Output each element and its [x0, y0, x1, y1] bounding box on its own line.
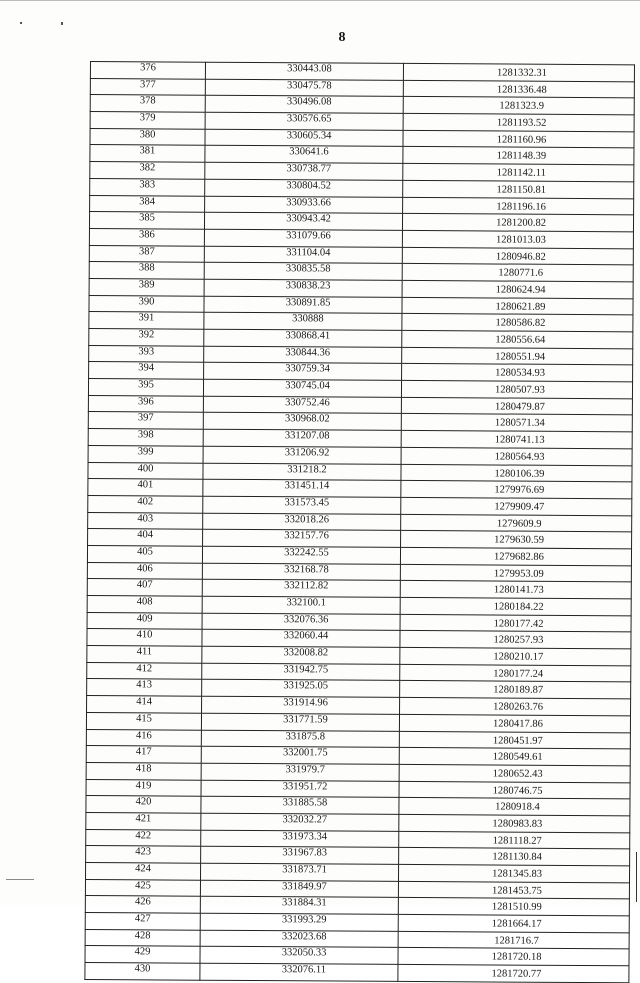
point-number-cell: 402 [88, 495, 203, 512]
y-coordinate-cell: 1280210.17 [400, 647, 631, 665]
y-coordinate-cell: 1280189.87 [400, 681, 631, 699]
point-number-cell: 414 [87, 696, 202, 713]
x-coordinate-cell: 331206.92 [203, 446, 401, 464]
point-number-cell: 415 [86, 712, 201, 729]
y-coordinate-cell: 1281013.03 [402, 230, 633, 248]
y-coordinate-cell: 1280571.34 [401, 414, 632, 432]
x-coordinate-cell: 331875.8 [201, 730, 399, 748]
x-coordinate-cell: 331942.75 [202, 663, 400, 681]
x-coordinate-cell: 330745.04 [203, 379, 401, 397]
y-coordinate-cell: 1281510.99 [398, 898, 629, 916]
x-coordinate-cell: 331885.58 [201, 796, 399, 814]
x-coordinate-cell: 331573.45 [203, 496, 401, 514]
y-coordinate-cell: 1280417.86 [399, 714, 630, 732]
point-number-cell: 392 [89, 328, 204, 345]
y-coordinate-cell: 1281148.39 [403, 147, 634, 165]
x-coordinate-cell: 331079.66 [204, 229, 402, 247]
point-number-cell: 423 [86, 846, 201, 863]
x-coordinate-cell: 330738.77 [205, 162, 403, 180]
x-coordinate-cell: 330968.02 [203, 413, 401, 431]
y-coordinate-cell: 1280551.94 [402, 347, 633, 365]
x-coordinate-cell: 330933.66 [205, 196, 403, 214]
y-coordinate-cell: 1280556.64 [402, 330, 633, 348]
y-coordinate-cell: 1281332.31 [403, 63, 634, 81]
point-number-cell: 420 [86, 796, 201, 813]
point-number-cell: 403 [88, 512, 203, 529]
y-coordinate-cell: 1280534.93 [402, 364, 633, 382]
point-number-cell: 428 [85, 929, 200, 946]
y-coordinate-cell: 1281720.18 [398, 948, 629, 966]
y-coordinate-cell: 1280257.93 [400, 631, 631, 649]
point-number-cell: 393 [89, 345, 204, 362]
x-coordinate-cell: 332112.82 [202, 580, 400, 598]
y-coordinate-cell: 1280918.4 [399, 798, 630, 816]
x-coordinate-cell: 330804.52 [205, 179, 403, 197]
x-coordinate-cell: 331925.05 [202, 680, 400, 698]
point-number-cell: 381 [90, 145, 205, 162]
y-coordinate-cell: 1279630.59 [401, 531, 632, 549]
x-coordinate-cell: 330496.08 [205, 96, 403, 114]
point-number-cell: 383 [90, 178, 205, 195]
y-coordinate-cell: 1280746.75 [399, 781, 630, 799]
y-coordinate-cell: 1280983.83 [399, 814, 630, 832]
y-coordinate-cell: 1280621.89 [402, 297, 633, 315]
y-coordinate-cell: 1280549.61 [399, 748, 630, 766]
x-coordinate-cell: 332076.36 [202, 613, 400, 631]
y-coordinate-cell: 1280106.39 [401, 464, 632, 482]
point-number-cell: 416 [86, 729, 201, 746]
x-coordinate-cell: 332032.27 [201, 813, 399, 831]
x-coordinate-cell: 330641.6 [205, 146, 403, 164]
y-coordinate-cell: 1281323.9 [403, 97, 634, 115]
y-coordinate-cell: 1279609.9 [401, 514, 632, 532]
x-coordinate-cell: 332023.68 [200, 930, 398, 948]
coordinates-table [84, 61, 635, 983]
y-coordinate-cell: 1281160.96 [403, 130, 634, 148]
x-coordinate-cell: 330752.46 [203, 396, 401, 414]
x-coordinate-cell: 331951.72 [201, 780, 399, 798]
y-coordinate-cell: 1280451.97 [399, 731, 630, 749]
point-number-cell: 427 [85, 913, 200, 930]
x-coordinate-cell: 332100.1 [202, 596, 400, 614]
y-coordinate-cell: 1281200.82 [402, 214, 633, 232]
x-coordinate-cell: 332076.11 [200, 963, 398, 981]
point-number-cell: 426 [85, 896, 200, 913]
x-coordinate-cell: 331104.04 [204, 246, 402, 264]
x-coordinate-cell: 331849.97 [200, 880, 398, 898]
point-number-cell: 429 [85, 946, 200, 963]
point-number-cell: 412 [87, 662, 202, 679]
y-coordinate-cell: 1281716.7 [398, 931, 629, 949]
point-number-cell: 378 [90, 95, 205, 112]
x-coordinate-cell: 331218.2 [203, 463, 401, 481]
page-number: 8 [338, 30, 346, 45]
y-coordinate-cell: 1280586.82 [402, 314, 633, 332]
x-coordinate-cell: 331993.29 [200, 913, 398, 931]
x-coordinate-cell: 332050.33 [200, 947, 398, 965]
point-number-cell: 417 [86, 746, 201, 763]
x-coordinate-cell: 332157.76 [203, 529, 401, 547]
point-number-cell: 409 [87, 612, 202, 629]
point-number-cell: 387 [89, 245, 204, 262]
point-number-cell: 424 [86, 862, 201, 879]
y-coordinate-cell: 1281453.75 [398, 881, 629, 899]
point-number-cell: 394 [89, 362, 204, 379]
x-coordinate-cell: 330759.34 [204, 363, 402, 381]
y-coordinate-cell: 1281150.81 [403, 180, 634, 198]
y-coordinate-cell: 1281336.48 [403, 80, 634, 98]
y-coordinate-cell: 1281142.11 [403, 164, 634, 182]
x-coordinate-cell: 331914.96 [202, 696, 400, 714]
y-coordinate-cell: 1281720.77 [398, 965, 629, 983]
point-number-cell: 396 [88, 395, 203, 412]
x-coordinate-cell: 332168.78 [202, 563, 400, 581]
y-coordinate-cell: 1280624.94 [402, 280, 633, 298]
x-coordinate-cell: 332018.26 [203, 513, 401, 531]
x-coordinate-cell: 332001.75 [201, 746, 399, 764]
x-coordinate-cell: 331967.83 [201, 847, 399, 865]
point-number-cell: 411 [87, 646, 202, 663]
x-coordinate-cell: 332060.44 [202, 630, 400, 648]
point-number-cell: 399 [88, 445, 203, 462]
point-number-cell: 422 [86, 829, 201, 846]
point-number-cell: 419 [86, 779, 201, 796]
point-number-cell: 405 [87, 545, 202, 562]
x-coordinate-cell: 330475.78 [205, 79, 403, 97]
scan-mark-line [6, 879, 34, 880]
x-coordinate-cell: 332008.82 [202, 646, 400, 664]
y-coordinate-cell: 1280177.24 [400, 664, 631, 682]
y-coordinate-cell: 1280652.43 [399, 764, 630, 782]
x-coordinate-cell: 331979.7 [201, 763, 399, 781]
point-number-cell: 425 [85, 879, 200, 896]
y-coordinate-cell: 1279909.47 [401, 497, 632, 515]
y-coordinate-cell: 1280946.82 [402, 247, 633, 265]
x-coordinate-cell: 330844.36 [204, 346, 402, 364]
page-top-edge [0, 0, 640, 1]
y-coordinate-cell: 1281130.84 [399, 848, 630, 866]
point-number-cell: 406 [87, 562, 202, 579]
point-number-cell: 401 [88, 479, 203, 496]
x-coordinate-cell: 331771.59 [201, 713, 399, 731]
point-number-cell: 379 [90, 112, 205, 129]
y-coordinate-cell: 1280263.76 [400, 698, 631, 716]
x-coordinate-cell: 331451.14 [203, 479, 401, 497]
x-coordinate-cell: 330838.23 [204, 279, 402, 297]
y-coordinate-cell: 1280564.93 [401, 447, 632, 465]
y-coordinate-cell: 1281193.52 [403, 113, 634, 131]
point-number-cell: 421 [86, 812, 201, 829]
point-number-cell: 397 [88, 412, 203, 429]
point-number-cell: 418 [86, 762, 201, 779]
x-coordinate-cell: 331207.08 [203, 429, 401, 447]
point-number-cell: 389 [89, 278, 204, 295]
page-edge-line [636, 852, 637, 902]
point-number-cell: 377 [90, 78, 205, 95]
y-coordinate-cell: 1280141.73 [400, 581, 631, 599]
point-number-cell: 400 [88, 462, 203, 479]
point-number-cell: 376 [90, 62, 205, 79]
y-coordinate-cell: 1281345.83 [398, 864, 629, 882]
point-number-cell: 382 [90, 162, 205, 179]
point-number-cell: 395 [88, 379, 203, 396]
point-number-cell: 391 [89, 312, 204, 329]
point-number-cell: 390 [89, 295, 204, 312]
y-coordinate-cell: 1279976.69 [401, 481, 632, 499]
y-coordinate-cell: 1281118.27 [399, 831, 630, 849]
x-coordinate-cell: 330443.08 [205, 62, 403, 80]
point-number-cell: 388 [89, 262, 204, 279]
point-number-cell: 398 [88, 429, 203, 446]
x-coordinate-cell: 330605.34 [205, 129, 403, 147]
y-coordinate-cell: 1281664.17 [398, 914, 629, 932]
scan-speck [20, 22, 22, 24]
x-coordinate-cell: 330868.41 [204, 329, 402, 347]
point-number-cell: 407 [87, 579, 202, 596]
point-number-cell: 404 [88, 529, 203, 546]
x-coordinate-cell: 331873.71 [200, 863, 398, 881]
y-coordinate-cell: 1280507.93 [401, 380, 632, 398]
y-coordinate-cell: 1280479.87 [401, 397, 632, 415]
coordinates-table-body [85, 62, 635, 983]
x-coordinate-cell: 331884.31 [200, 897, 398, 915]
y-coordinate-cell: 1280741.13 [401, 431, 632, 449]
table-row [85, 963, 629, 983]
point-number-cell: 408 [87, 595, 202, 612]
y-coordinate-cell: 1281196.16 [403, 197, 634, 215]
x-coordinate-cell: 330891.85 [204, 296, 402, 314]
x-coordinate-cell: 330943.42 [204, 212, 402, 230]
point-number-cell: 384 [90, 195, 205, 212]
y-coordinate-cell: 1279953.09 [400, 564, 631, 582]
point-number-cell: 380 [90, 128, 205, 145]
x-coordinate-cell: 332242.55 [202, 546, 400, 564]
point-number-cell: 430 [85, 963, 200, 980]
x-coordinate-cell: 330835.58 [204, 262, 402, 280]
point-number-cell: 413 [87, 679, 202, 696]
scan-speck [61, 22, 63, 25]
point-number-cell: 386 [89, 228, 204, 245]
y-coordinate-cell: 1280177.42 [400, 614, 631, 632]
x-coordinate-cell: 330888 [204, 313, 402, 331]
y-coordinate-cell: 1280184.22 [400, 597, 631, 615]
y-coordinate-cell: 1280771.6 [402, 264, 633, 282]
y-coordinate-cell: 1279682.86 [400, 547, 631, 565]
x-coordinate-cell: 330576.65 [205, 112, 403, 130]
point-number-cell: 385 [89, 212, 204, 229]
point-number-cell: 410 [87, 629, 202, 646]
x-coordinate-cell: 331973.34 [201, 830, 399, 848]
